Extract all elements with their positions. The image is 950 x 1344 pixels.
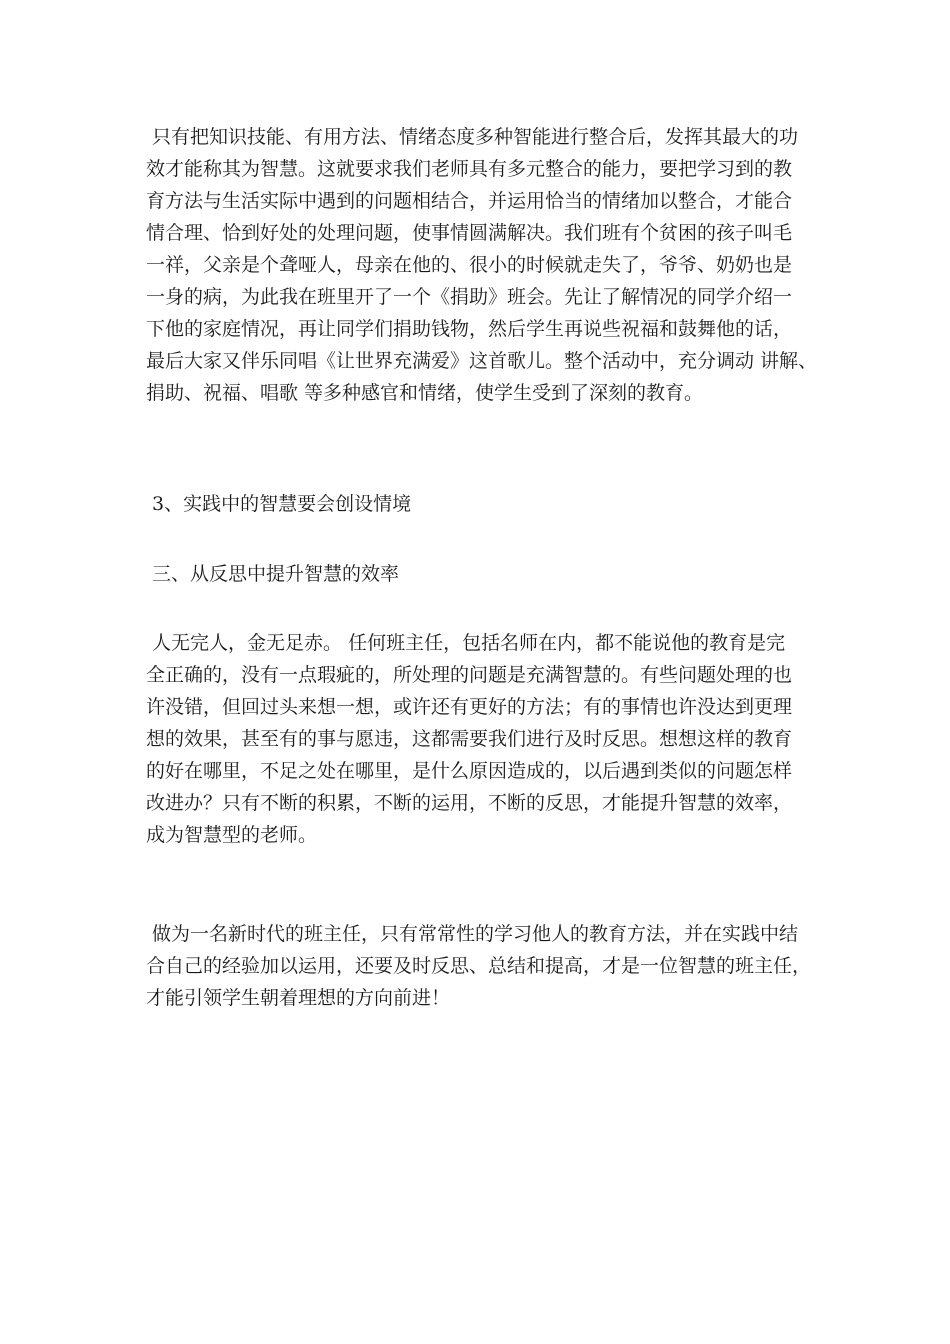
text-line: 的好在哪里，不足之处在哪里，是什么原因造成的，以后遇到类似的问题怎样 (146, 760, 793, 782)
text-line: 一身的病，为此我在班里开了一个《捐助》班会。先让了解情况的同学介绍一 (146, 286, 793, 308)
text-line: 做为一名新时代的班主任，只有常常性的学习他人的教育方法，并在实践中结 (146, 923, 799, 945)
text-line: 才能引领学生朝着理想的方向前进！ (146, 987, 451, 1009)
text-line: 合自己的经验加以运用，还要及时反思、总结和提高，才是一位智慧的班主任， (146, 955, 812, 977)
paragraph-wisdom-integration (146, 121, 817, 409)
paragraph-reflection (146, 627, 792, 851)
section-heading-practice (146, 488, 411, 520)
text-line: 下他的家庭情况，再让同学们捐助钱物，然后学生再说些祝福和鼓舞他的话， (146, 318, 793, 340)
text-line: 效才能称其为智慧。这就要求我们老师具有多元整合的能力，要把学习到的教 (146, 158, 793, 180)
heading-line: 三、从反思中提升智慧的效率 (146, 563, 400, 585)
section-heading-reflection (146, 558, 399, 590)
text-line: 全正确的，没有一点瑕疵的，所处理的问题是充满智慧的。有些问题处理的也 (146, 664, 793, 686)
paragraph-conclusion (146, 918, 811, 1014)
text-line: 育方法与生活实际中遇到的问题相结合，并运用恰当的情绪加以整合，才能合 (146, 190, 793, 212)
text-line: 人无完人，金无足赤。 任何班主任，包括名师在内，都不能说他的教育是完 (146, 632, 786, 654)
heading-line: 3、实践中的智慧要会创设情境 (146, 493, 412, 515)
text-line: 成为智慧型的老师。 (146, 824, 318, 846)
text-line: 改进办？只有不断的积累，不断的运用，不断的反思，才能提升智慧的效率， (146, 792, 793, 814)
text-line: 许没错，但回过头来想一想，或许还有更好的方法；有的事情也许没达到更理 (146, 696, 793, 718)
text-line: 一祥，父亲是个聋哑人，母亲在他的、很小的时候就走失了，爷爷、奶奶也是 (146, 254, 793, 276)
text-line: 只有把知识技能、有用方法、情绪态度多种智能进行整合后，发挥其最大的功 (146, 126, 799, 148)
text-line: 捐助、祝福、唱歌 等多种感官和情绪，使学生受到了深刻的教育。 (146, 382, 704, 404)
text-line: 想的效果，甚至有的事与愿违，这都需要我们进行及时反思。想想这样的教育 (146, 728, 793, 750)
text-line: 情合理、恰到好处的处理问题，使事情圆满解决。我们班有个贫困的孩子叫毛 (146, 222, 793, 244)
text-line: 最后大家又伴乐同唱《让世界充满爱》这首歌儿。整个活动中，充分调动 讲解、 (146, 350, 818, 372)
